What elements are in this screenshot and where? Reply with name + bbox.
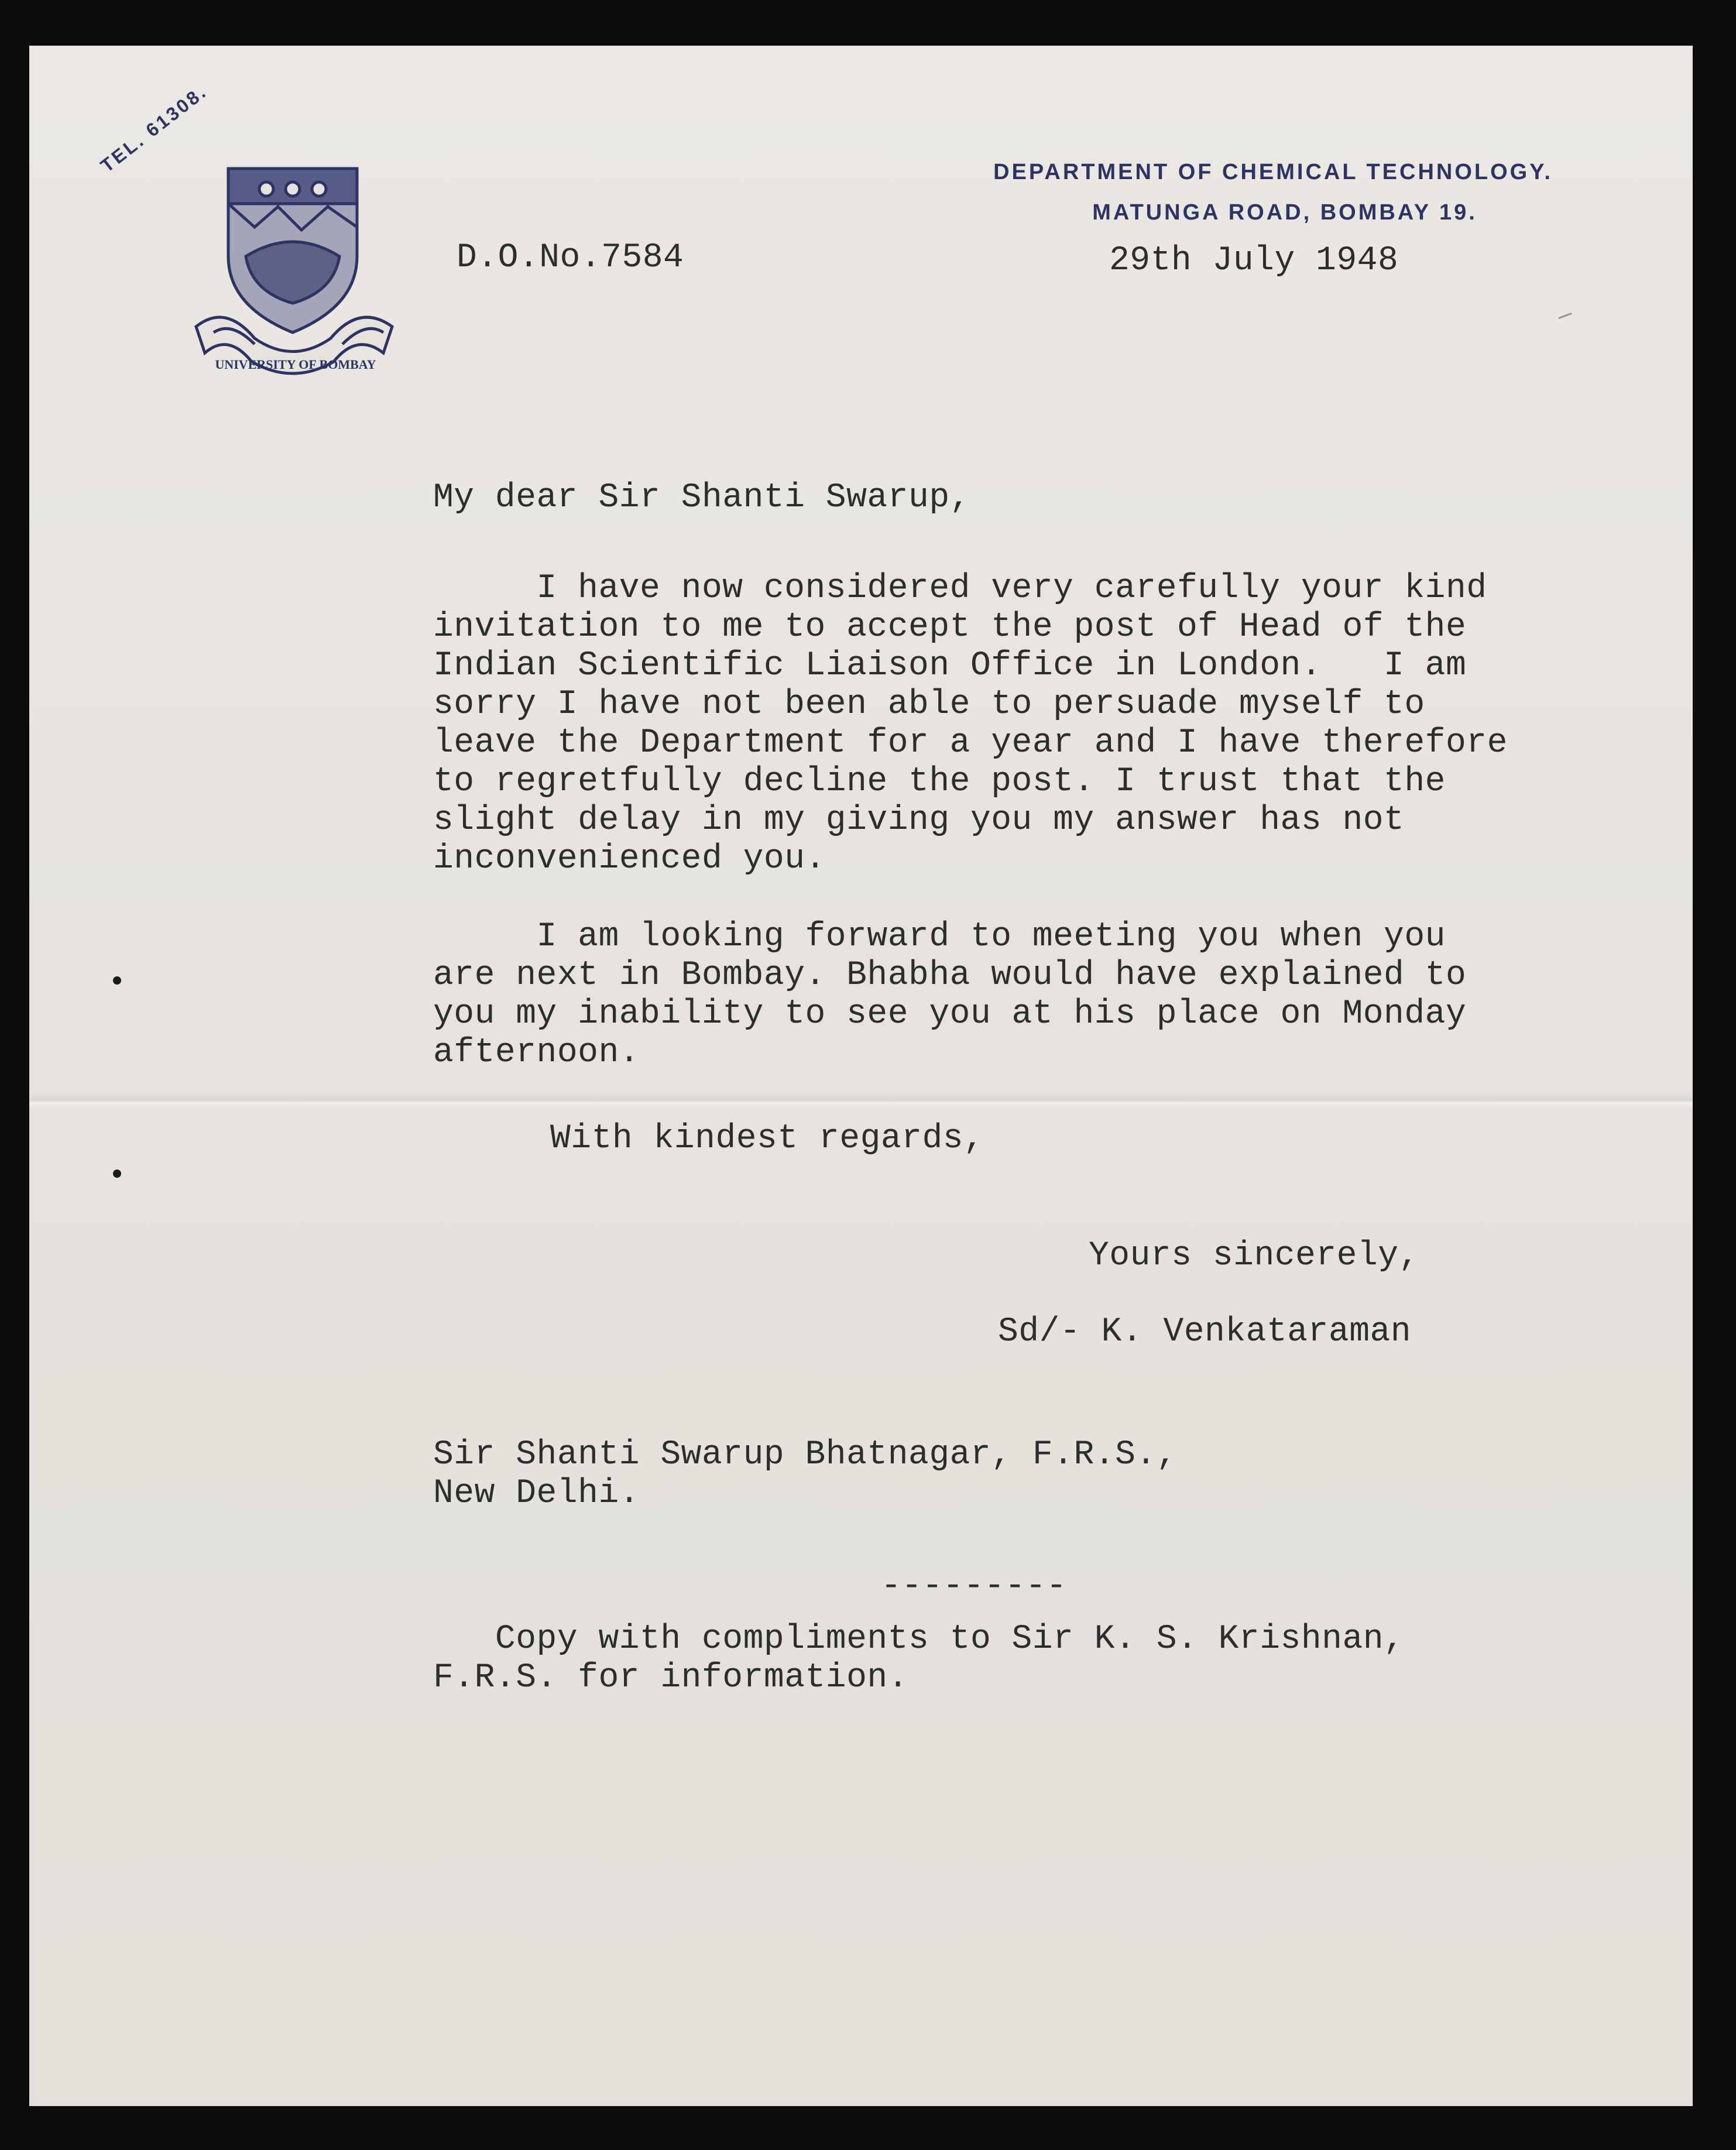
regards-line: With kindest regards, — [550, 1120, 984, 1158]
crest-motto: UNIVERSITY OF BOMBAY — [215, 357, 376, 372]
recipient-address: Sir Shanti Swarup Bhatnagar, F.R.S., New Delhi. — [433, 1436, 1178, 1513]
closing-line: Yours sincerely, — [1089, 1237, 1419, 1275]
letter-sheet — [29, 46, 1693, 2106]
copy-note: Copy with compliments to Sir K. S. Krishnan, F.R.S. for information. — [433, 1620, 1405, 1697]
salutation: My dear Sir Shanti Swarup, — [433, 479, 970, 517]
signature-line: Sd/- K. Venkataraman — [998, 1313, 1412, 1351]
body-paragraph-1: I have now considered very carefully your kind invitation to me to accept the post of Head of the Indian Scientific Liaison Office in London. I am sorry I have not been able to persuade myself to leave the Department for a year and I have therefore to regretfully decline the post. I trust that the slight delay in my giving you my answer has not inconvenienced you. — [433, 570, 1508, 878]
letter-date: 29th July 1948 — [1109, 242, 1399, 280]
paper-mark — [1558, 313, 1572, 319]
department-name: DEPARTMENT OF CHEMICAL TECHNOLOGY. — [993, 160, 1553, 184]
letterhead-block — [907, 160, 1639, 225]
body-paragraph-2: I am looking forward to meeting you when you are next in Bombay. Bhabha would have explained to you my inability to see you at his place on Monday afternoon. — [433, 918, 1467, 1072]
separator-line: --------- — [881, 1568, 1067, 1606]
telephone-number: TEL. 61308. — [97, 80, 211, 177]
reference-number: D.O.No.7584 — [457, 239, 684, 277]
university-crest-logo — [190, 157, 407, 391]
paper-fold — [29, 1093, 1693, 1109]
punch-mark — [113, 976, 121, 985]
punch-mark — [113, 1170, 121, 1178]
department-address: MATUNGA ROAD, BOMBAY 19. — [1092, 200, 1477, 225]
